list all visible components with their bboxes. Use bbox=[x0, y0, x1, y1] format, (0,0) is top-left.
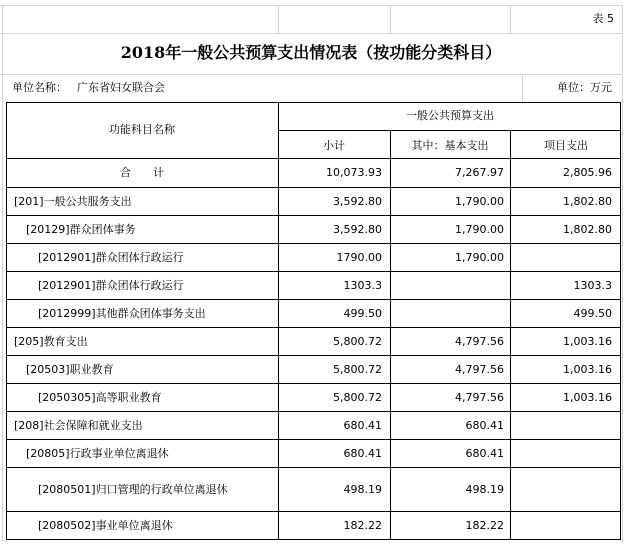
grid-line bbox=[620, 102, 621, 539]
row-name: [208]社会保障和就业支出 bbox=[14, 419, 143, 432]
grid-line bbox=[6, 158, 620, 159]
row-basic: 4,797.56 bbox=[455, 335, 504, 348]
row-subtotal: 3,592.80 bbox=[333, 223, 382, 236]
grid-line bbox=[390, 130, 391, 539]
grid-line bbox=[510, 130, 511, 539]
row-basic: 4,797.56 bbox=[455, 391, 504, 404]
header-subtotal: 小计 bbox=[323, 139, 345, 152]
row-basic: 1,790.00 bbox=[455, 195, 504, 208]
header-basic: 其中：基本支出 bbox=[411, 139, 489, 152]
grid-line bbox=[278, 102, 279, 539]
row-project: 1,003.16 bbox=[563, 391, 612, 404]
row-subtotal: 498.19 bbox=[343, 483, 382, 496]
row-subtotal: 1303.3 bbox=[343, 279, 382, 292]
total-label: 合 计 bbox=[120, 166, 164, 179]
total-basic: 7,267.97 bbox=[455, 166, 504, 179]
row-subtotal: 5,800.72 bbox=[333, 363, 382, 376]
table-number: 表 5 bbox=[592, 12, 614, 25]
row-basic: 498.19 bbox=[465, 483, 504, 496]
header-group: 一般公共预算支出 bbox=[406, 109, 494, 122]
row-project: 1,003.16 bbox=[563, 335, 612, 348]
row-subtotal: 5,800.72 bbox=[333, 335, 382, 348]
row-basic: 1,790.00 bbox=[455, 251, 504, 264]
grid-line bbox=[6, 187, 620, 188]
grid-line bbox=[6, 243, 620, 244]
header-project: 项目支出 bbox=[544, 139, 588, 152]
grid-line bbox=[6, 215, 620, 216]
row-project: 1,802.80 bbox=[563, 195, 612, 208]
grid-line bbox=[6, 271, 620, 272]
grid-line bbox=[6, 511, 620, 512]
row-subtotal: 680.41 bbox=[343, 447, 382, 460]
total-project: 2,805.96 bbox=[563, 166, 612, 179]
row-name: [2012999]其他群众团体事务支出 bbox=[38, 307, 206, 320]
row-name: [20503]职业教育 bbox=[26, 363, 114, 376]
grid-line bbox=[6, 467, 620, 468]
grid-line bbox=[6, 439, 620, 440]
unit-name: 广东省妇女联合会 bbox=[77, 81, 165, 94]
row-name: [2080501]归口管理的行政单位离退休 bbox=[38, 483, 228, 496]
row-name: [2050305]高等职业教育 bbox=[38, 391, 162, 404]
grid-line bbox=[278, 130, 620, 131]
row-name: [20129]群众团体事务 bbox=[26, 223, 136, 236]
grid-line bbox=[6, 327, 620, 328]
total-subtotal: 10,073.93 bbox=[326, 166, 382, 179]
row-subtotal: 3,592.80 bbox=[333, 195, 382, 208]
grid-line bbox=[6, 102, 7, 539]
grid-line bbox=[6, 383, 620, 384]
row-basic: 4,797.56 bbox=[455, 363, 504, 376]
row-name: [2012901]群众团体行政运行 bbox=[38, 279, 184, 292]
row-name: [2080502]事业单位离退休 bbox=[38, 519, 173, 532]
row-subtotal: 5,800.72 bbox=[333, 391, 382, 404]
header-category: 功能科目名称 bbox=[109, 123, 175, 136]
unit-name-label: 单位名称： bbox=[12, 81, 67, 94]
row-basic: 1,790.00 bbox=[455, 223, 504, 236]
row-name: [201]一般公共服务支出 bbox=[14, 195, 132, 208]
unit-label: 单位：万元 bbox=[557, 81, 612, 94]
page-title: 2018年一般公共预算支出情况表（按功能分类科目） bbox=[120, 43, 502, 62]
grid-line bbox=[6, 539, 621, 540]
row-subtotal: 680.41 bbox=[343, 419, 382, 432]
row-basic: 680.41 bbox=[465, 447, 504, 460]
row-basic: 182.22 bbox=[465, 519, 504, 532]
row-project: 499.50 bbox=[573, 307, 612, 320]
row-project: 1,802.80 bbox=[563, 223, 612, 236]
row-subtotal: 1790.00 bbox=[336, 251, 382, 264]
row-name: [20805]行政事业单位离退休 bbox=[26, 447, 169, 460]
grid-line bbox=[6, 299, 620, 300]
grid-line bbox=[6, 411, 620, 412]
row-project: 1303.3 bbox=[573, 279, 612, 292]
row-name: [205]教育支出 bbox=[14, 335, 88, 348]
row-name: [2012901]群众团体行政运行 bbox=[38, 251, 184, 264]
grid-line bbox=[6, 355, 620, 356]
row-subtotal: 182.22 bbox=[343, 519, 382, 532]
row-project: 1,003.16 bbox=[563, 363, 612, 376]
grid-line bbox=[6, 102, 621, 103]
row-subtotal: 499.50 bbox=[343, 307, 382, 320]
row-basic: 680.41 bbox=[465, 419, 504, 432]
